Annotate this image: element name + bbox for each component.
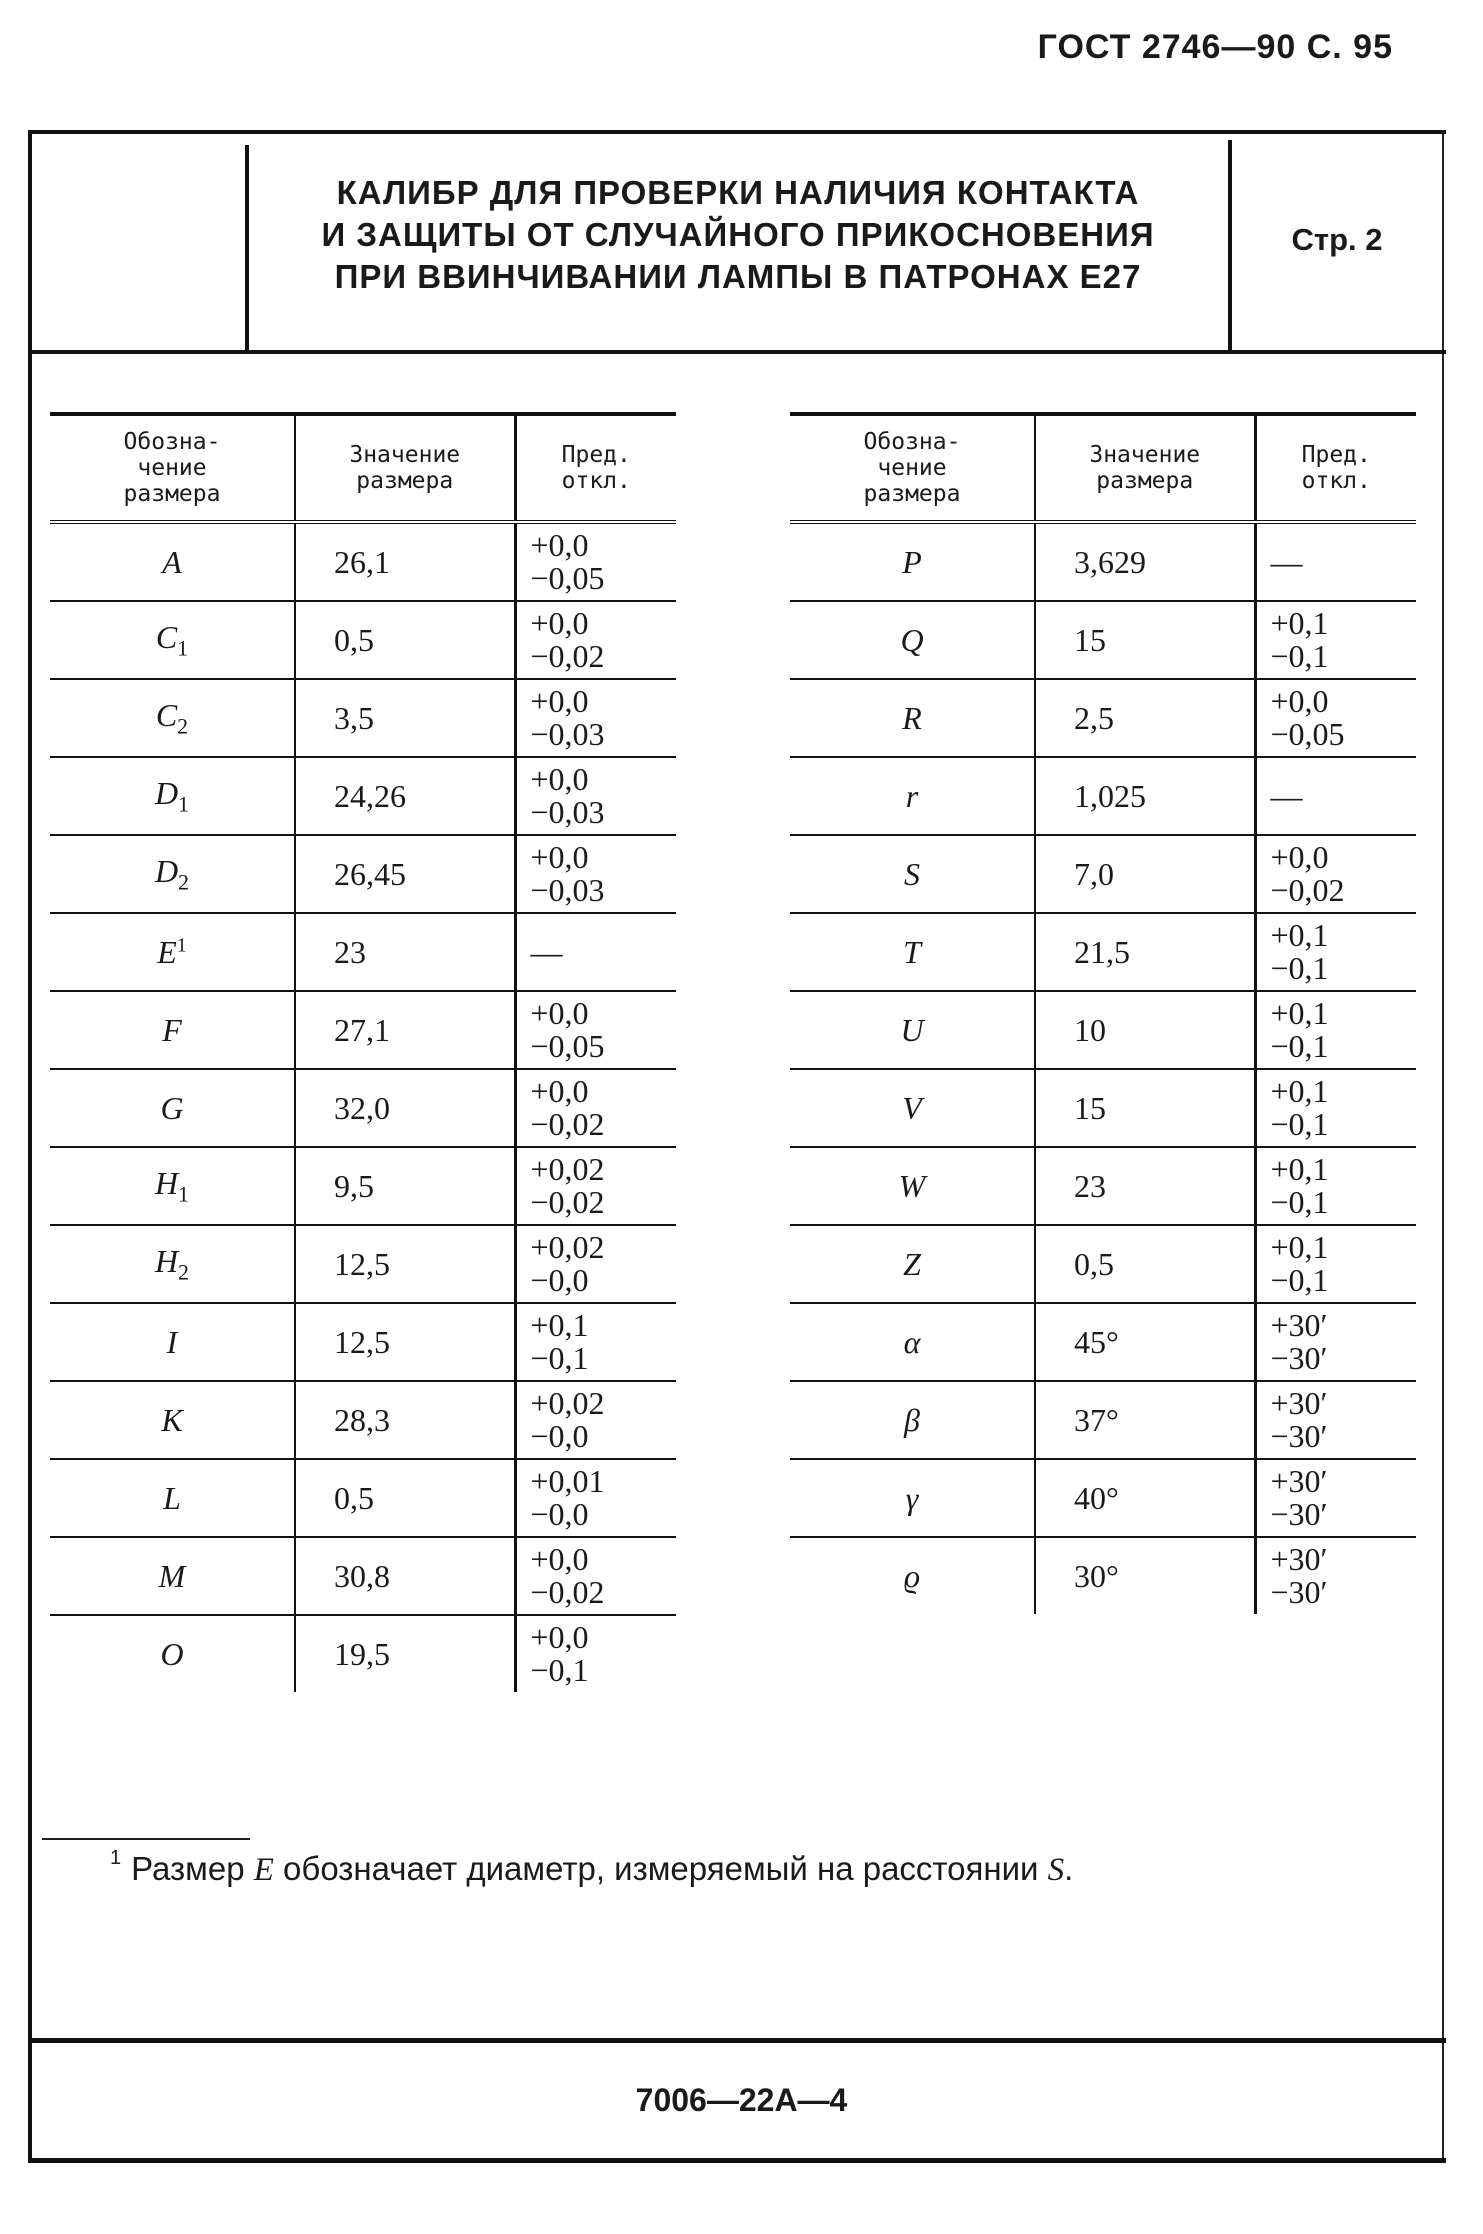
dimension-value: 23: [1035, 1147, 1255, 1225]
dimension-symbol: [50, 1225, 295, 1303]
tolerance-line: −30′: [1270, 1574, 1328, 1610]
table-row: [50, 1069, 676, 1147]
dimension-value: 21,5: [1035, 913, 1255, 991]
table-row: [790, 522, 1416, 601]
header-tolerance: [515, 414, 676, 522]
symbol-subscript: 1: [177, 635, 189, 661]
tolerance-line: +0,0: [530, 683, 589, 719]
dimension-symbol: [50, 1147, 295, 1225]
table-row: [790, 1303, 1416, 1381]
dimension-value: 12,5: [295, 1225, 515, 1303]
dimension-tolerance: [1255, 757, 1416, 835]
tolerance-line: −0,1: [530, 1340, 589, 1376]
tolerance-line: +0,1: [1270, 1151, 1329, 1187]
title-line: ПРИ ВВИНЧИВАНИИ ЛАМПЫ В ПАТРОНАХ Е27: [334, 258, 1142, 295]
tolerance-line: +30′: [1270, 1541, 1328, 1577]
tolerance-line: −0,1: [1270, 1028, 1329, 1064]
dimension-symbol: [50, 835, 295, 913]
dimension-tolerance: [515, 1537, 676, 1615]
symbol-letter: H: [154, 1242, 179, 1279]
table-row: [790, 1381, 1416, 1459]
tolerance-line: —: [1270, 543, 1303, 580]
footnote-text: Размер: [131, 1850, 254, 1887]
tolerance-line: −0,03: [530, 794, 605, 830]
table-row: [50, 679, 676, 757]
dimension-symbol: [790, 1303, 1035, 1381]
bottom-rule-lower: [28, 2158, 1446, 2163]
symbol-letter: T: [903, 933, 921, 970]
symbol-letter: R: [902, 699, 922, 736]
header-value: [295, 414, 515, 522]
page-reference: Стр. 2: [1291, 222, 1383, 257]
dimension-symbol: [790, 601, 1035, 679]
symbol-letter: ϱ: [903, 1557, 921, 1594]
dimension-value: 2,5: [1035, 679, 1255, 757]
dimension-value: 10: [1035, 991, 1255, 1069]
symbol-letter: O: [160, 1635, 184, 1672]
tolerance-line: −0,02: [530, 638, 605, 674]
dimension-tolerance: [515, 757, 676, 835]
tolerance-line: +0,01: [530, 1463, 605, 1499]
table-row: [790, 757, 1416, 835]
symbol-letter: C: [155, 618, 178, 655]
dimensions-table-right: [790, 412, 1416, 1614]
tolerance-line: —: [530, 933, 563, 970]
symbol-letter: Q: [900, 621, 924, 658]
header-line: размера: [356, 468, 454, 494]
table-header-row: [50, 414, 676, 522]
table-row: [790, 1069, 1416, 1147]
table-row: [50, 1303, 676, 1381]
header-line: Обозна-: [123, 429, 221, 455]
header-line: Пред.: [561, 442, 631, 468]
footnote-symbol-e: E: [253, 1852, 274, 1888]
dimension-symbol: [50, 1459, 295, 1537]
symbol-letter: Z: [903, 1245, 921, 1282]
tolerance-line: −0,02: [530, 1184, 605, 1220]
dimension-tolerance: [515, 1381, 676, 1459]
tolerance-line: −0,05: [530, 560, 605, 596]
table-row: [50, 991, 676, 1069]
dimension-tolerance: [1255, 601, 1416, 679]
tolerance-line: +30′: [1270, 1385, 1328, 1421]
tolerance-line: −0,1: [1270, 950, 1329, 986]
header-line: откл.: [1301, 468, 1371, 494]
tolerance-line: +0,1: [1270, 995, 1329, 1031]
symbol-letter: W: [898, 1167, 926, 1204]
dimension-symbol: [790, 757, 1035, 835]
tolerance-line: −0,03: [530, 872, 605, 908]
dimension-symbol: [50, 1069, 295, 1147]
dimension-symbol: [790, 679, 1035, 757]
dimension-value: 9,5: [295, 1147, 515, 1225]
dimension-symbol: [790, 1459, 1035, 1537]
table-header-row: [790, 414, 1416, 522]
tolerance-line: +0,0: [530, 1619, 589, 1655]
dimension-symbol: [790, 1537, 1035, 1614]
tolerance-line: −0,1: [530, 1652, 589, 1688]
tolerance-line: −0,0: [530, 1262, 589, 1298]
symbol-letter: S: [904, 855, 920, 892]
header-line: Обозна-: [863, 429, 961, 455]
tolerance-line: −0,02: [1270, 872, 1345, 908]
dimension-symbol: [790, 1225, 1035, 1303]
dimension-tolerance: [1255, 1537, 1416, 1614]
dimension-symbol: [790, 991, 1035, 1069]
dimension-value: 19,5: [295, 1615, 515, 1692]
table-row: [50, 601, 676, 679]
tolerance-line: +0,1: [530, 1307, 589, 1343]
dimension-value: 32,0: [295, 1069, 515, 1147]
table-row: [790, 991, 1416, 1069]
footnote-marker: 1: [110, 1847, 122, 1869]
dimension-value: 45°: [1035, 1303, 1255, 1381]
header-tolerance: [1255, 414, 1416, 522]
tolerance-line: +0,1: [1270, 1229, 1329, 1265]
title-line: КАЛИБР ДЛЯ ПРОВЕРКИ НАЛИЧИЯ КОНТАКТА: [336, 174, 1140, 211]
tolerance-line: −30′: [1270, 1418, 1328, 1454]
header-line: размера: [863, 481, 961, 507]
dimension-symbol: [50, 1615, 295, 1692]
header-line: чение: [877, 455, 947, 481]
table-row: [50, 1381, 676, 1459]
tolerance-line: −0,05: [530, 1028, 605, 1064]
header-value: [1035, 414, 1255, 522]
frame-left-rule: [28, 130, 32, 2160]
dimension-symbol: [50, 1381, 295, 1459]
table-row: [50, 522, 676, 601]
dimension-symbol: [50, 913, 295, 991]
tolerance-line: −30′: [1270, 1496, 1328, 1532]
dimension-tolerance: [515, 601, 676, 679]
dimension-tolerance: [515, 1615, 676, 1692]
header-line: чение: [137, 455, 207, 481]
tolerance-line: +0,02: [530, 1229, 605, 1265]
symbol-letter: K: [161, 1401, 183, 1438]
header-line: Значение: [1089, 442, 1201, 468]
table-row: [790, 913, 1416, 991]
symbol-letter: L: [163, 1479, 181, 1516]
header-line: откл.: [561, 468, 631, 494]
title-block-divider-left: [245, 145, 249, 350]
tolerance-line: +0,0: [1270, 683, 1329, 719]
tolerance-line: +0,1: [1270, 917, 1329, 953]
bottom-rule-upper: [28, 2038, 1446, 2043]
dimension-value: 0,5: [1035, 1225, 1255, 1303]
tolerance-line: +0,0: [530, 1541, 589, 1577]
title-block-bottom-rule: [28, 350, 1446, 354]
dimension-value: 26,1: [295, 522, 515, 601]
tolerance-line: −0,0: [530, 1418, 589, 1454]
tolerance-line: +0,02: [530, 1151, 605, 1187]
dimension-symbol: [790, 1147, 1035, 1225]
tolerance-line: −0,1: [1270, 1106, 1329, 1142]
tolerance-line: +0,0: [530, 1073, 589, 1109]
tolerance-line: −0,02: [530, 1106, 605, 1142]
footnote-text: обозначает диаметр, измеряемый на расстоянии: [273, 1850, 1048, 1887]
title-line: И ЗАЩИТЫ ОТ СЛУЧАЙНОГО ПРИКОСНОВЕНИЯ: [321, 216, 1155, 253]
tolerance-line: +0,0: [530, 995, 589, 1031]
symbol-subscript: 1: [178, 1181, 190, 1207]
tolerance-line: —: [1270, 777, 1303, 814]
tolerance-line: +30′: [1270, 1307, 1328, 1343]
tolerance-line: +0,0: [530, 605, 589, 641]
header-line: размера: [123, 481, 221, 507]
tolerance-line: +0,0: [530, 761, 589, 797]
symbol-subscript: 2: [177, 713, 189, 739]
dimension-value: 3,629: [1035, 522, 1255, 601]
tolerance-line: +0,1: [1270, 605, 1329, 641]
dimension-value: 3,5: [295, 679, 515, 757]
table-row: [790, 1147, 1416, 1225]
frame-right-rule: [1442, 130, 1444, 2160]
footnote-symbol-s: S: [1047, 1852, 1065, 1888]
symbol-letter: V: [902, 1089, 922, 1126]
table-row: [50, 757, 676, 835]
table-row: [790, 601, 1416, 679]
table-row: [790, 835, 1416, 913]
dimension-value: 24,26: [295, 757, 515, 835]
table-row: [790, 1537, 1416, 1614]
dimension-value: 30°: [1035, 1537, 1255, 1614]
header-symbol: [790, 414, 1035, 522]
dimension-value: 28,3: [295, 1381, 515, 1459]
dimension-tolerance: [515, 1303, 676, 1381]
symbol-letter: A: [162, 543, 182, 580]
document-title: [250, 172, 1226, 298]
symbol-letter: α: [903, 1323, 921, 1360]
dimensions-table-left: [50, 412, 676, 1692]
dimension-symbol: [790, 522, 1035, 601]
symbol-letter: M: [158, 1557, 186, 1594]
dimension-symbol: [790, 835, 1035, 913]
dimension-tolerance: [515, 913, 676, 991]
dimension-value: 30,8: [295, 1537, 515, 1615]
header-symbol: [50, 414, 295, 522]
dimension-symbol: [50, 522, 295, 601]
footnote-rule: [42, 1838, 250, 1840]
tolerance-line: +30′: [1270, 1463, 1328, 1499]
dimension-tolerance: [1255, 835, 1416, 913]
dimension-tolerance: [1255, 1069, 1416, 1147]
symbol-letter: U: [900, 1011, 924, 1048]
dimension-tolerance: [1255, 679, 1416, 757]
frame-top-rule: [28, 130, 1446, 134]
symbol-letter: G: [160, 1089, 184, 1126]
dimension-symbol: [50, 1303, 295, 1381]
dimension-tolerance: [1255, 1147, 1416, 1225]
dimension-tolerance: [515, 522, 676, 601]
symbol-subscript: 2: [178, 869, 190, 895]
tolerance-line: +0,0: [530, 527, 589, 563]
tolerance-line: −30′: [1270, 1340, 1328, 1376]
table-row: [50, 913, 676, 991]
dimension-tolerance: [515, 1225, 676, 1303]
table-row: [50, 1537, 676, 1615]
dimension-tolerance: [1255, 1381, 1416, 1459]
tolerance-line: +0,1: [1270, 1073, 1329, 1109]
symbol-letter: I: [166, 1323, 178, 1360]
dimension-value: 37°: [1035, 1381, 1255, 1459]
symbol-letter: C: [155, 696, 178, 733]
symbol-subscript: 1: [178, 791, 190, 817]
tolerance-line: +0,0: [530, 839, 589, 875]
dimension-symbol: [50, 757, 295, 835]
table-row: [790, 1225, 1416, 1303]
symbol-letter: D: [154, 852, 179, 889]
dimension-tolerance: [515, 991, 676, 1069]
dimension-value: 1,025: [1035, 757, 1255, 835]
symbol-letter: r: [905, 777, 919, 814]
symbol-letter: E: [157, 933, 177, 970]
symbol-letter: D: [154, 774, 179, 811]
tolerance-line: −0,02: [530, 1574, 605, 1610]
footnote: [110, 1847, 1074, 1889]
dimension-value: 12,5: [295, 1303, 515, 1381]
tolerance-line: −0,1: [1270, 1262, 1329, 1298]
dimension-value: 7,0: [1035, 835, 1255, 913]
header-line: размера: [1096, 468, 1194, 494]
tolerance-line: +0,02: [530, 1385, 605, 1421]
header-line: Пред.: [1301, 442, 1371, 468]
dimension-tolerance: [515, 1069, 676, 1147]
dimension-tolerance: [1255, 1459, 1416, 1537]
dimension-tolerance: [515, 1459, 676, 1537]
symbol-letter: P: [902, 543, 922, 580]
page-header-standard-ref: ГОСТ 2746—90 С. 95: [1037, 28, 1393, 66]
tolerance-line: −0,0: [530, 1496, 589, 1532]
tolerance-line: −0,03: [530, 716, 605, 752]
tolerance-line: −0,1: [1270, 1184, 1329, 1220]
table-row: [790, 1459, 1416, 1537]
dimension-value: 40°: [1035, 1459, 1255, 1537]
table-row: [790, 679, 1416, 757]
symbol-letter: H: [154, 1164, 179, 1201]
dimension-symbol: [790, 913, 1035, 991]
table-row: [50, 1147, 676, 1225]
symbol-subscript: 2: [178, 1259, 190, 1285]
table-row: [50, 1615, 676, 1692]
dimension-symbol: [50, 991, 295, 1069]
dimension-symbol: [790, 1069, 1035, 1147]
footnote-reference: 1: [176, 933, 187, 956]
symbol-letter: β: [904, 1401, 920, 1438]
header-line: Значение: [349, 442, 461, 468]
dimension-tolerance: [1255, 991, 1416, 1069]
print-code: 7006—22А—4: [635, 2082, 848, 2118]
table-row: [50, 1459, 676, 1537]
dimension-symbol: [50, 679, 295, 757]
dimension-symbol: [50, 1537, 295, 1615]
dimension-value: 0,5: [295, 1459, 515, 1537]
dimension-value: 26,45: [295, 835, 515, 913]
tolerance-line: −0,05: [1270, 716, 1345, 752]
dimension-tolerance: [1255, 1225, 1416, 1303]
table-row: [50, 835, 676, 913]
table-row: [50, 1225, 676, 1303]
dimension-value: 15: [1035, 1069, 1255, 1147]
symbol-letter: F: [162, 1011, 182, 1048]
tolerance-line: −0,1: [1270, 638, 1329, 674]
dimension-symbol: [790, 1381, 1035, 1459]
dimension-tolerance: [1255, 522, 1416, 601]
dimension-tolerance: [1255, 1303, 1416, 1381]
footnote-text: .: [1064, 1850, 1074, 1887]
dimension-tolerance: [515, 835, 676, 913]
dimension-tolerance: [515, 1147, 676, 1225]
dimension-value: 0,5: [295, 601, 515, 679]
dimension-tolerance: [1255, 913, 1416, 991]
dimension-value: 23: [295, 913, 515, 991]
symbol-letter: γ: [905, 1479, 919, 1516]
dimension-value: 27,1: [295, 991, 515, 1069]
dimension-tolerance: [515, 679, 676, 757]
dimension-value: 15: [1035, 601, 1255, 679]
dimension-symbol: [50, 601, 295, 679]
tolerance-line: +0,0: [1270, 839, 1329, 875]
